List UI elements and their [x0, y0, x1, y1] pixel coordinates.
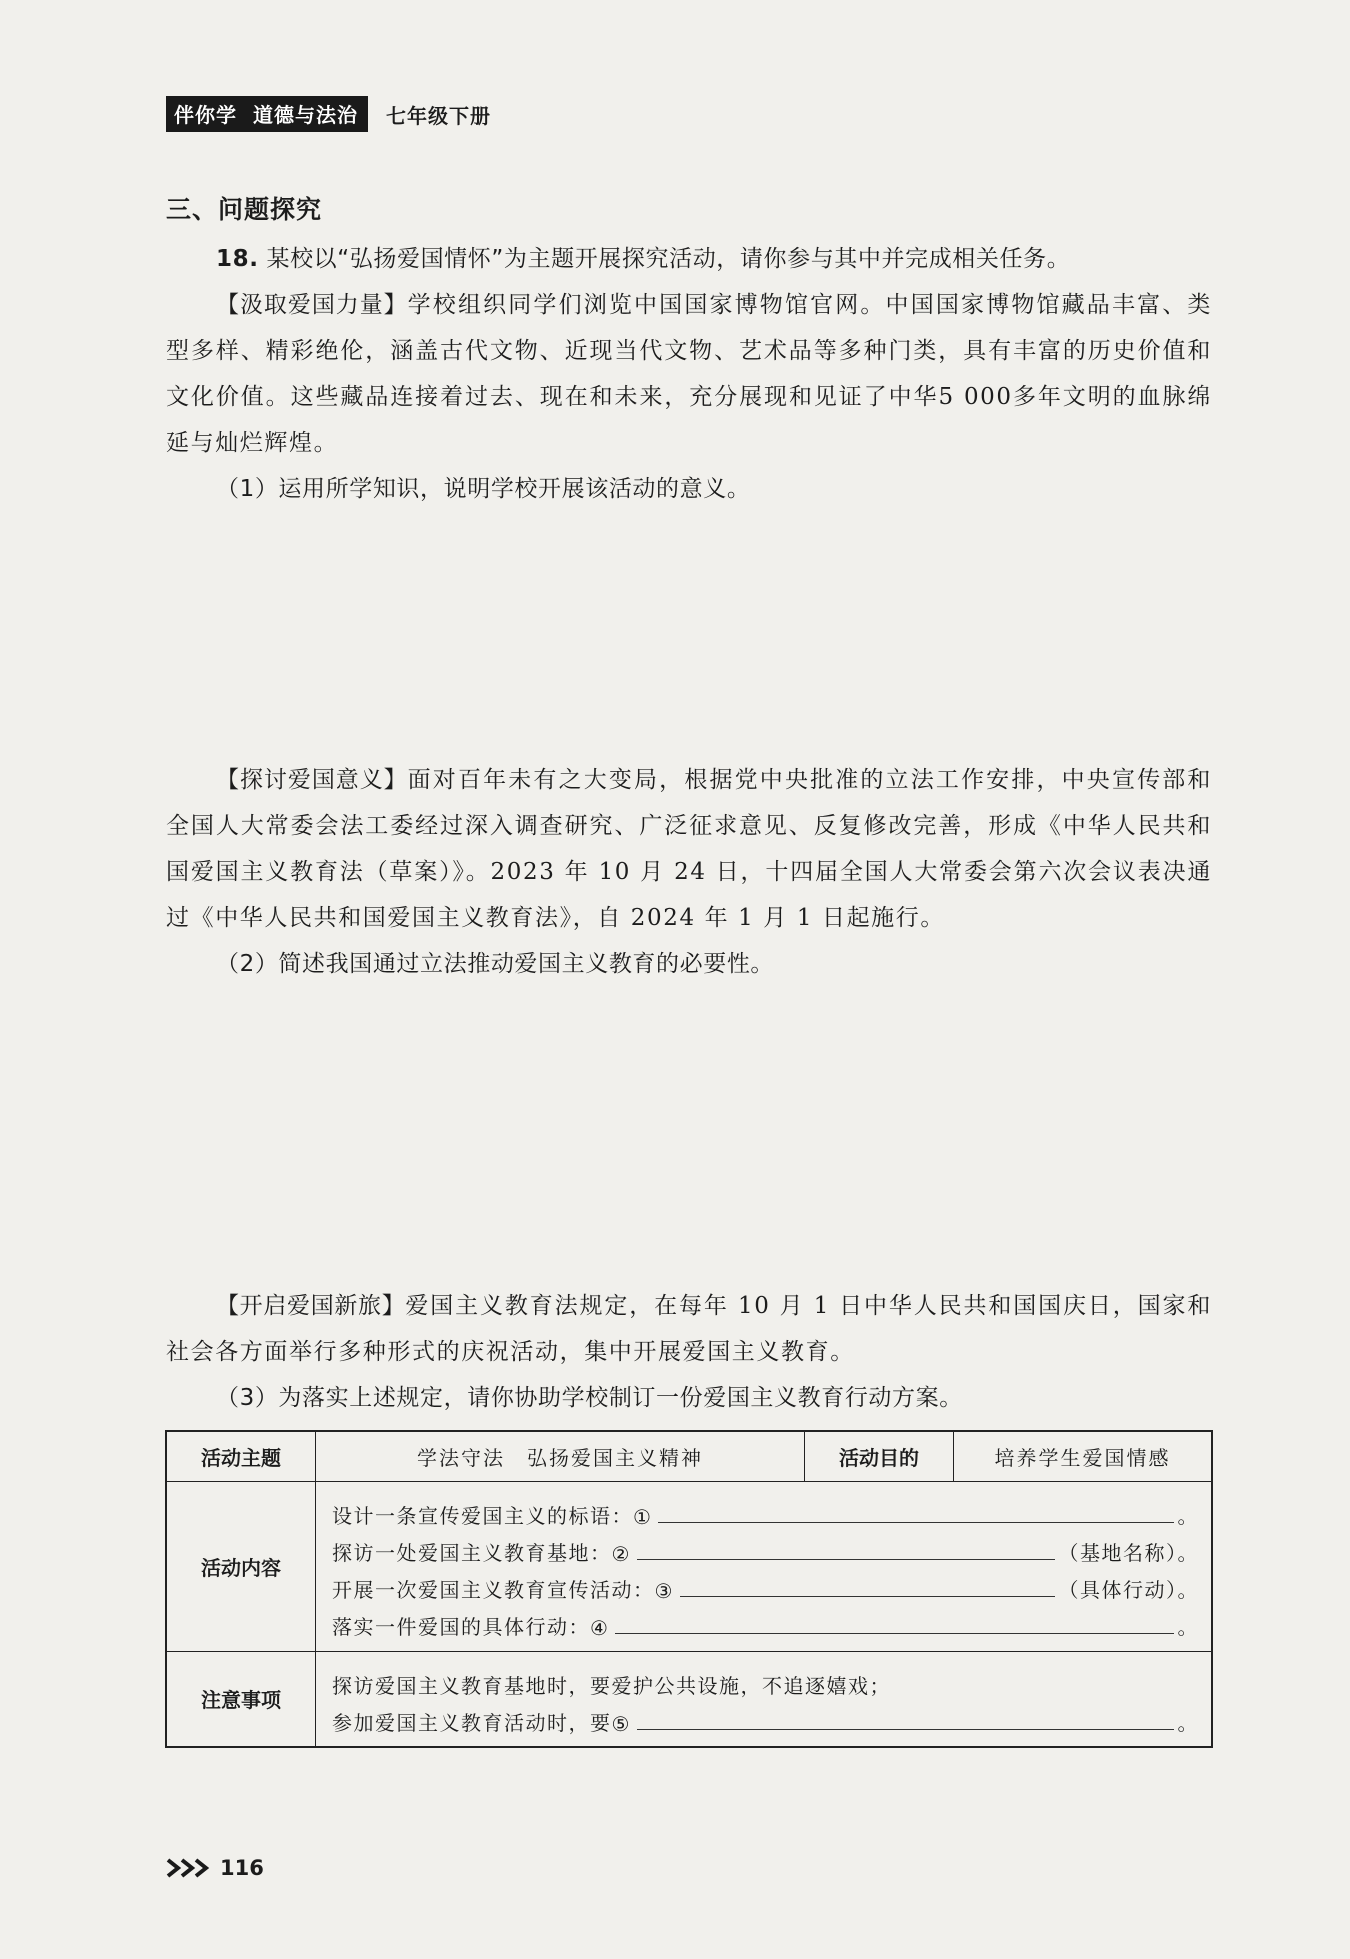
subject-name: 道德与法治	[253, 103, 358, 127]
part1-text: 学校组织同学们浏览中国国家博物馆官网。中国国家博物馆藏品丰富、类型多样、精彩绝伦，涵盖古代文物、近现当代文物、艺术品等多种门类，具有丰富的历史价值和文化价值。这些藏品连接着过去、现在和未来，充分展现和见证了中华5 000多年文明的血脉绵延与灿烂辉煌。	[166, 292, 1213, 456]
answer-blank-1[interactable]	[658, 1522, 1173, 1523]
theme-value: 学法守法 弘扬爱国主义精神	[316, 1431, 805, 1481]
content-line-2: 探访一处爱国主义教育基地： ② （基地名称）。	[332, 1541, 1199, 1566]
grade-label: 七年级下册	[386, 103, 491, 128]
part2-tag: 【探讨爱国意义】	[216, 767, 408, 793]
content-line-3: 开展一次爱国主义教育宣传活动： ③ （具体行动）。	[332, 1578, 1199, 1603]
table-row-theme	[166, 1431, 1212, 1481]
table-row-notes	[166, 1651, 1212, 1747]
answer-blank-3[interactable]	[680, 1596, 1055, 1597]
sub-question-2: （2）简述我国通过立法推动爱国主义教育的必要性。	[216, 951, 775, 977]
blank-mark-1: ①	[633, 1505, 653, 1529]
sub-question-1: （1）运用所学知识，说明学校开展该活动的意义。	[216, 476, 751, 502]
part2-paragraph	[166, 757, 1212, 941]
action-plan-table	[165, 1430, 1213, 1748]
part2-text: 面对百年未有之大变局，根据党中央批准的立法工作安排，中央宣传部和全国人大常委会法工委经过深入调查研究、广泛征求意见、反复修改完善，形成《中华人民共和国爱国主义教育法（草案）》。2023 年 10 月 24 日，十四届全国人大常委会第六次会议表决通过《中华人民共和国爱国主义教育法》，自 2024 年 1 月 1 日起施行。	[166, 767, 1213, 931]
question-number: 18.	[216, 246, 259, 272]
blank-mark-4: ④	[590, 1616, 610, 1640]
page-footer	[166, 1856, 264, 1880]
series-name: 伴你学	[174, 103, 237, 127]
page-number: 116	[220, 1856, 264, 1880]
section-title: 三、问题探究	[166, 195, 323, 224]
blank-mark-5: ⑤	[611, 1711, 631, 1736]
goal-label: 活动目的	[805, 1431, 954, 1481]
question-stem	[166, 236, 1212, 282]
notes-cell	[316, 1651, 1213, 1747]
content-label: 活动内容	[166, 1481, 316, 1651]
part2-block	[166, 757, 1212, 987]
question-stem-text: 某校以“弘扬爱国情怀”为主题开展探究活动，请你参与其中并完成相关任务。	[266, 246, 1071, 272]
blank-mark-3: ③	[654, 1579, 674, 1603]
sub-question-3: （3）为落实上述规定，请你协助学校制订一份爱国主义教育行动方案。	[216, 1385, 963, 1411]
part3-text: 爱国主义教育法规定，在每年 10 月 1 日中华人民共和国国庆日，国家和社会各方面举行多种形式的庆祝活动，集中开展爱国主义教育。	[166, 1293, 1213, 1365]
theme-label: 活动主题	[166, 1431, 316, 1481]
triple-chevron-icon	[166, 1857, 216, 1879]
content-cell	[316, 1481, 1213, 1651]
blank-mark-2: ②	[611, 1542, 631, 1566]
question-18	[166, 236, 1212, 512]
part1-paragraph	[166, 282, 1212, 466]
answer-blank-2[interactable]	[637, 1559, 1055, 1560]
answer-blank-5[interactable]	[637, 1729, 1174, 1730]
goal-value: 培养学生爱国情感	[954, 1431, 1213, 1481]
content-line-1: 设计一条宣传爱国主义的标语： ① 。	[332, 1504, 1199, 1529]
notes-line-2: 参加爱国主义教育活动时，要 ⑤ 。	[332, 1710, 1199, 1736]
part3-paragraph	[166, 1283, 1212, 1375]
table-row-content	[166, 1481, 1212, 1651]
content-line-4: 落实一件爱国的具体行动： ④ 。	[332, 1615, 1199, 1640]
part1-tag: 【汲取爱国力量】	[216, 292, 408, 318]
answer-blank-4[interactable]	[615, 1633, 1173, 1634]
page-header	[166, 96, 491, 132]
series-badge	[166, 96, 368, 132]
part3-block	[166, 1283, 1212, 1421]
part3-tag: 【开启爱国新旅】	[216, 1293, 406, 1319]
notes-label: 注意事项	[166, 1651, 316, 1747]
notes-line-1: 探访爱国主义教育基地时，要爱护公共设施，不追逐嬉戏；	[332, 1673, 891, 1698]
